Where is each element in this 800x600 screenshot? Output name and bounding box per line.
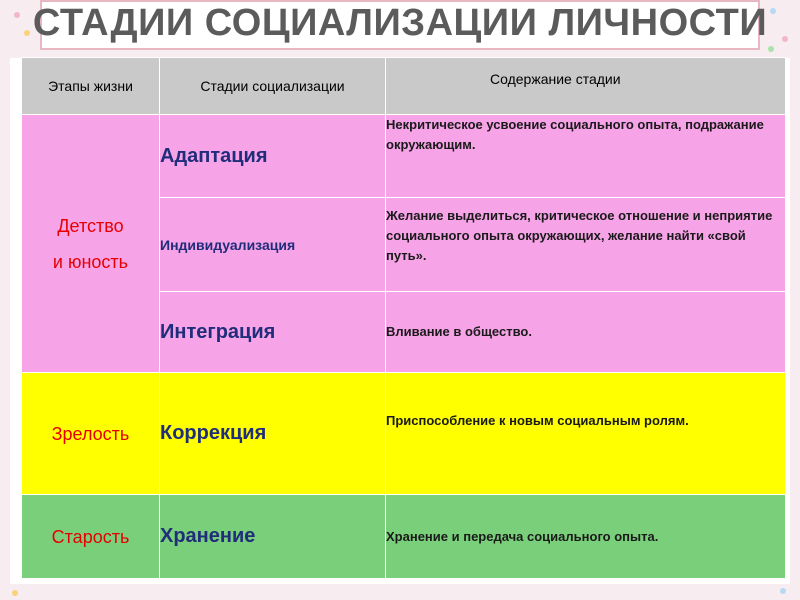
decor-dot xyxy=(782,36,788,42)
socialization-table xyxy=(21,57,786,579)
table-row xyxy=(22,373,786,495)
table-row xyxy=(22,115,786,198)
header-socialization-stages: Стадии социализации xyxy=(160,58,386,115)
frame-bottom xyxy=(0,584,800,600)
content-integration: Вливание в общество. xyxy=(386,292,786,373)
header-stage-content: Содержание стадии xyxy=(386,58,786,115)
life-stage-childhood-label: Детство и юность xyxy=(52,215,129,272)
decor-dot xyxy=(768,46,774,52)
decor-dot xyxy=(14,12,20,18)
decor-dot xyxy=(770,8,776,14)
decor-dot xyxy=(12,590,18,596)
content-preservation: Хранение и передача социального опыта. xyxy=(386,495,786,579)
decor-dot xyxy=(780,588,786,594)
title-box xyxy=(40,0,760,50)
decor-dot xyxy=(24,30,30,36)
content-adaptation: Некритическое усвоение социального опыта, подражание окружающим. xyxy=(386,115,786,198)
table-header-row xyxy=(22,58,786,115)
stage-integration: Интеграция xyxy=(160,292,386,373)
life-stage-old-age: Старость xyxy=(22,495,160,579)
table-row xyxy=(22,495,786,579)
page-title: СТАДИИ СОЦИАЛИЗАЦИИ ЛИЧНОСТИ xyxy=(32,2,768,44)
content-correction: Приспособление к новым социальным ролям. xyxy=(386,373,786,495)
stage-preservation: Хранение xyxy=(160,495,386,579)
stage-individualization: Индивидуализация xyxy=(160,198,386,292)
life-stage-childhood xyxy=(22,115,160,373)
stage-adaptation: Адаптация xyxy=(160,115,386,198)
frame-right xyxy=(790,0,800,600)
stage-correction: Коррекция xyxy=(160,373,386,495)
header-life-stages: Этапы жизни xyxy=(22,58,160,115)
content-individualization: Желание выделиться, критическое отношение и неприятие социального опыта окружающих, желание найти «свой путь». xyxy=(386,198,786,292)
frame-left xyxy=(0,0,10,600)
life-stage-maturity: Зрелость xyxy=(22,373,160,495)
